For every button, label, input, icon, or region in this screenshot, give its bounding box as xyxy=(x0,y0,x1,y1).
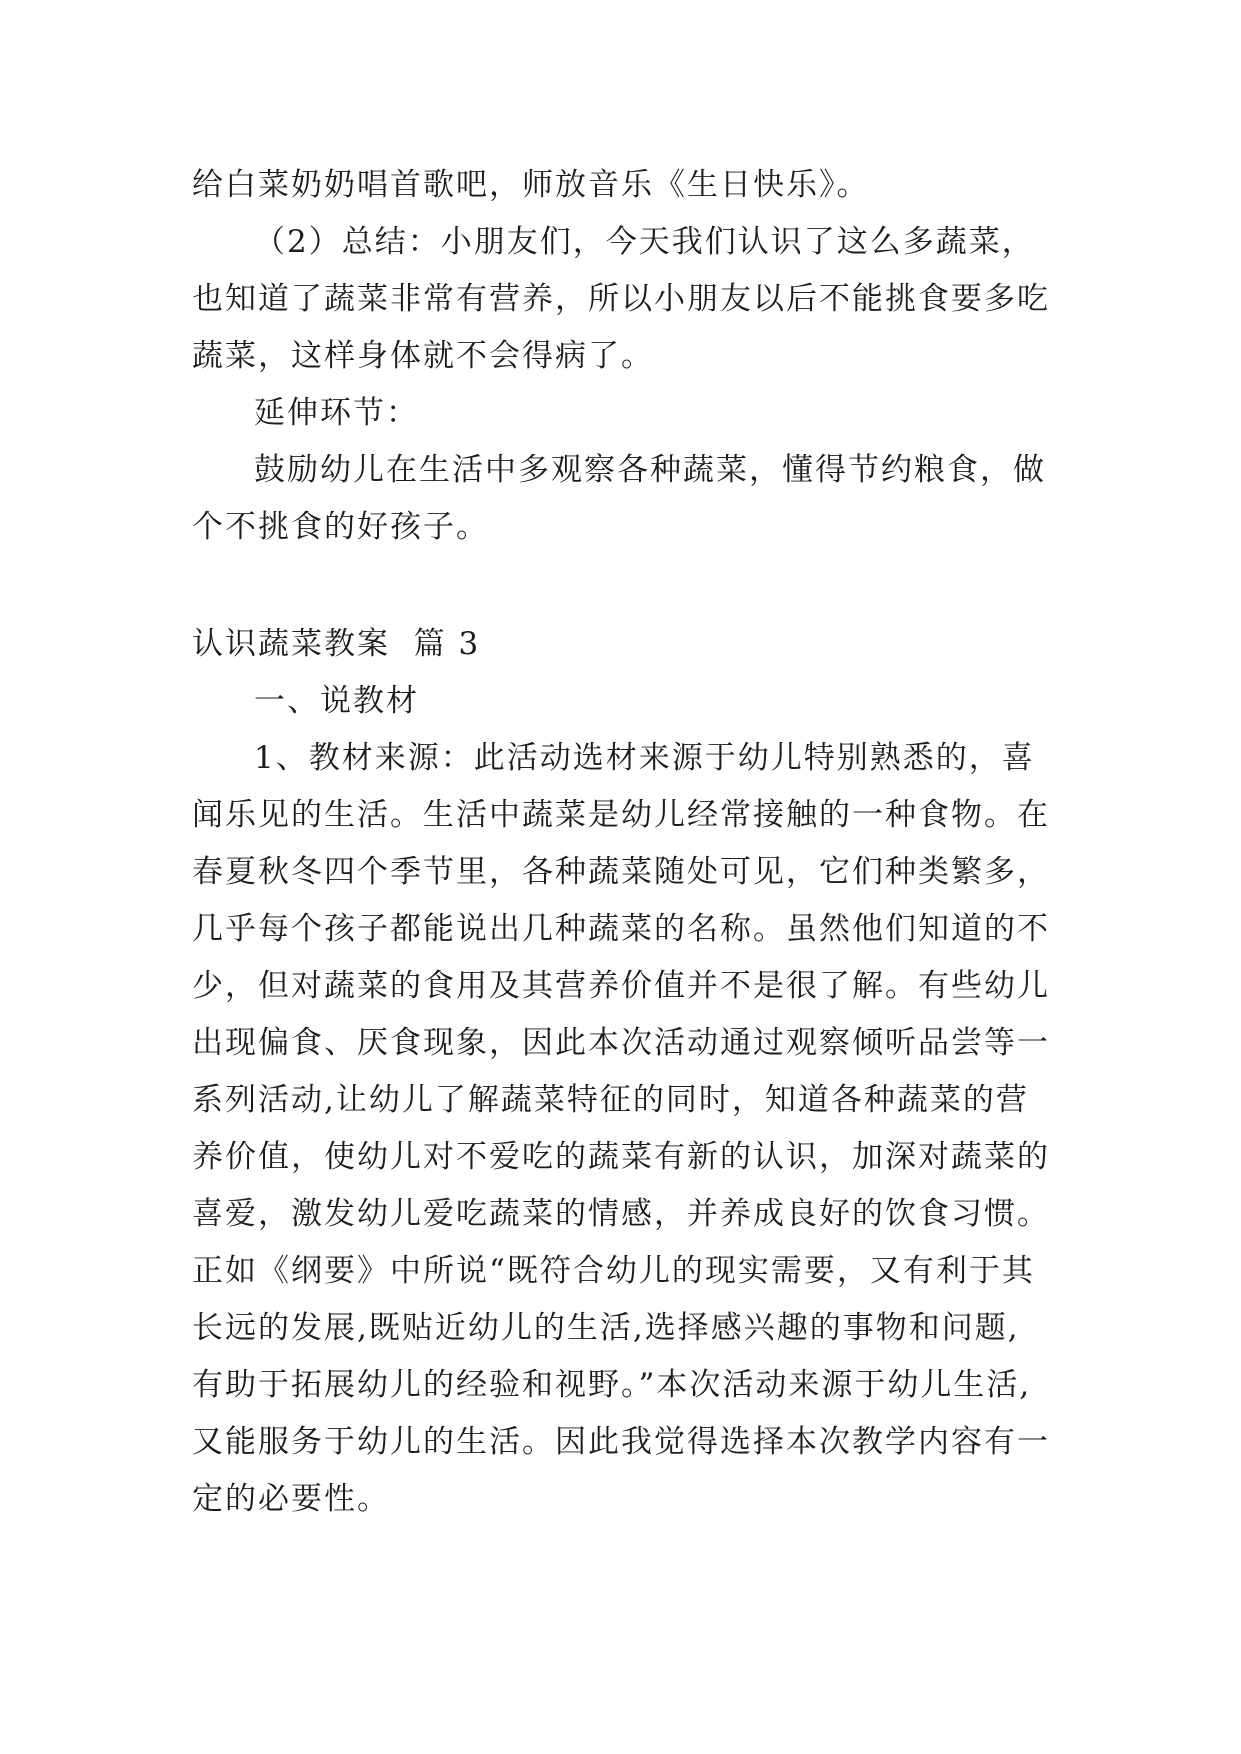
summary-paragraph-line: 也知道了蔬菜非常有营养，所以小朋友以后不能挑食要多吃 xyxy=(192,281,1050,317)
body-line: 正如《纲要》中所说“既符合幼儿的现实需要，又有利于其 xyxy=(192,1253,1035,1289)
body-line: 定的必要性。 xyxy=(192,1481,390,1517)
body-line: 闻乐见的生活。生活中蔬菜是幼儿经常接触的一种食物。在 xyxy=(192,797,1050,833)
body-line: 出现偏食、厌食现象，因此本次活动通过观察倾听品尝等一 xyxy=(192,1025,1050,1061)
body-line: 春夏秋冬四个季节里，各种蔬菜随处可见，它们种类繁多， xyxy=(192,854,1050,890)
body-line: 系列活动,让幼儿了解蔬菜特征的同时，知道各种蔬菜的营 xyxy=(192,1082,1029,1118)
extension-paragraph-line: 鼓励幼儿在生活中多观察各种蔬菜，懂得节约粮食，做 xyxy=(254,452,1046,488)
section-title: 认识蔬菜教案 篇 3 xyxy=(192,626,481,662)
body-line: 有助于拓展幼儿的经验和视野。”本次活动来源于幼儿生活, xyxy=(192,1367,1032,1403)
paragraph-line: 给白菜奶奶唱首歌吧，师放音乐《生日快乐》。 xyxy=(192,167,870,203)
summary-paragraph-line: （2）总结：小朋友们，今天我们认识了这么多蔬菜， xyxy=(254,224,1035,260)
extension-heading: 延伸环节： xyxy=(254,395,419,431)
document-content xyxy=(192,157,1050,1528)
extension-paragraph-line: 个不挑食的好孩子。 xyxy=(192,509,489,545)
body-line: 1、教材来源：此活动选材来源于幼儿特别熟悉的，喜 xyxy=(254,740,1035,776)
summary-paragraph-line: 蔬菜，这样身体就不会得病了。 xyxy=(192,338,654,374)
body-line: 喜爱，激发幼儿爱吃蔬菜的情感，并养成良好的饮食习惯。 xyxy=(192,1196,1050,1232)
body-line: 长远的发展,既贴近幼儿的生活,选择感兴趣的事物和问题, xyxy=(192,1310,1020,1346)
body-line: 养价值，使幼儿对不爱吃的蔬菜有新的认识，加深对蔬菜的 xyxy=(192,1139,1050,1175)
body-line: 又能服务于幼儿的生活。因此我觉得选择本次教学内容有一 xyxy=(192,1424,1050,1460)
body-line: 几乎每个孩子都能说出几种蔬菜的名称。虽然他们知道的不 xyxy=(192,911,1050,947)
section-heading: 一、说教材 xyxy=(254,683,419,719)
section-spacer xyxy=(192,556,1050,616)
body-line: 少，但对蔬菜的食用及其营养价值并不是很了解。有些幼儿 xyxy=(192,968,1050,1004)
